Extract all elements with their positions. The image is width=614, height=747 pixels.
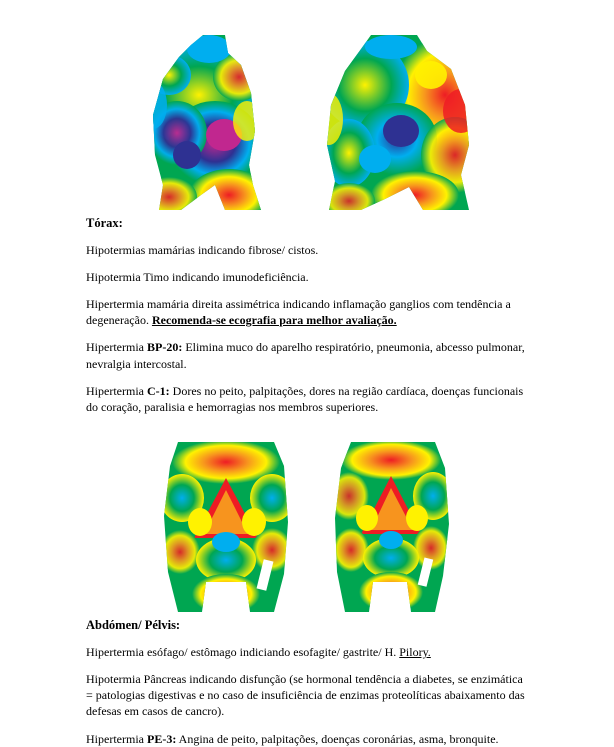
text-run-emphasis: Pilory. [399, 644, 431, 659]
text-run: Hipertermia [86, 731, 147, 746]
text-run-code: BP-20: [146, 340, 183, 355]
section-thorax [0, 216, 614, 415]
section-heading-thorax: Tórax: [86, 216, 123, 230]
text-run: Hipotermia Pâncreas indicando disfunção (se hormonal tendência a diabetes, se enzimática = patologias digestivas e no caso de insuficiência de enzimas proteolíticas abaixamento das defesas em casos de cancro). [86, 671, 525, 719]
text-run: Hipertermia mamária direita assimétrica indicando inflamação ganglios com tendência a degeneração. [86, 297, 511, 328]
thermal-abdomen-front-svg [154, 442, 299, 612]
paragraph-thorax-4 [86, 339, 528, 371]
thermal-image-chest-left [129, 35, 279, 210]
paragraph-abdomen-1 [86, 644, 528, 660]
thermal-abdomen-side-svg [325, 442, 460, 612]
text-run: Hipotermia Timo indicando imunodeficiência. [86, 269, 309, 284]
section-heading-abdomen: Abdómen/ Pélvis: [86, 618, 181, 633]
thermal-image-row-abdomen [0, 426, 614, 612]
thermal-chest-right-svg [305, 35, 485, 210]
paragraph-thorax-1 [86, 242, 528, 258]
paragraph-abdomen-3 [86, 731, 528, 747]
text-run-code: C-1: [146, 383, 170, 398]
thermal-chest-left-svg [129, 35, 279, 210]
thermal-image-abdomen-front [154, 442, 299, 612]
text-run: Hipertermia [86, 340, 147, 355]
thermal-image-row-thorax [0, 0, 614, 210]
text-run: Hipertermia [86, 383, 147, 398]
text-run: Angina de peito, palpitações, doenças coronárias, asma, bronquite. [176, 731, 499, 746]
paragraph-thorax-5 [86, 383, 528, 415]
thermal-image-chest-right [305, 35, 485, 210]
paragraph-abdomen-2 [86, 671, 528, 720]
paragraph-thorax-3 [86, 296, 528, 328]
section-abdomen [0, 618, 614, 747]
text-run: Dores no peito, palpitações, dores na região cardíaca, doenças funcionais do coração, paralisia e hemorragias nos membros superiores. [86, 383, 524, 414]
text-run-emphasis: Recomenda-se ecografia para melhor avaliação. [151, 313, 397, 328]
paragraph-thorax-2 [86, 269, 528, 285]
thermal-image-abdomen-side [325, 442, 460, 612]
text-run: Hipertermia esófago/ estômago indiciando esofagite/ gastrite/ H. [86, 644, 400, 659]
text-run: Elimina muco do aparelho respiratório, pneumonia, abcesso pulmonar, nevralgia intercostal. [86, 340, 525, 371]
text-run: Hipotermias mamárias indicando fibrose/ cistos. [86, 242, 319, 257]
text-run-code: PE-3: [146, 731, 177, 746]
